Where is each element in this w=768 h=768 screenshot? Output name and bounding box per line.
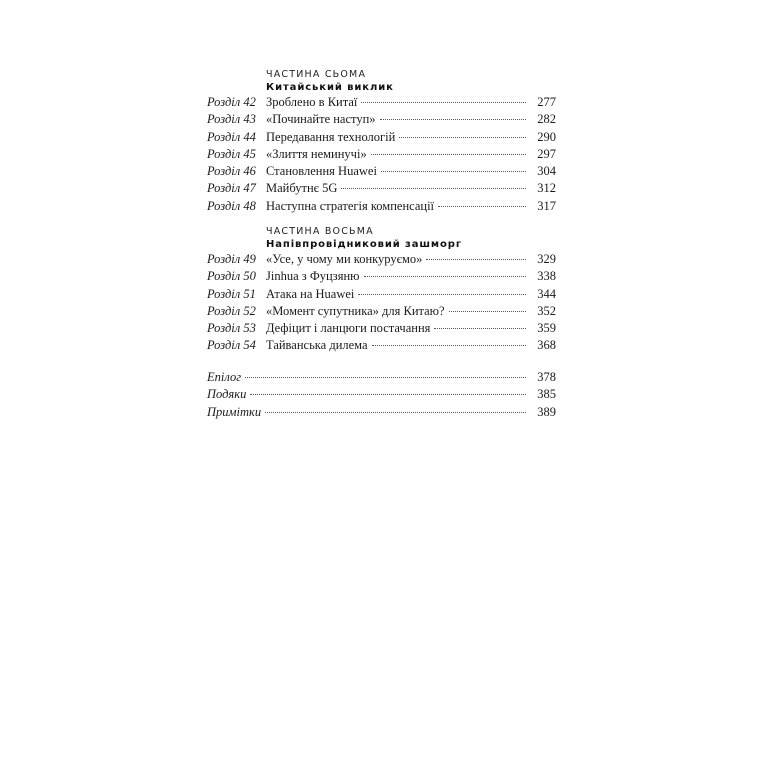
- page-number: 338: [537, 269, 556, 284]
- part-title: Китайський виклик: [266, 82, 394, 93]
- toc-entry[interactable]: [207, 303, 556, 320]
- page-number: 297: [537, 146, 556, 161]
- chapter-label: Розділ 47: [207, 181, 256, 196]
- dot-leader: [371, 154, 526, 155]
- chapter-title: Тайванська дилема: [266, 338, 368, 353]
- chapter-title: «Усе, у чому ми конкуруємо»: [266, 252, 423, 266]
- page-number: 329: [537, 252, 556, 266]
- toc-list: [207, 94, 556, 215]
- part-label: ЧАСТИНА ВОСЬМА: [266, 226, 374, 237]
- toc-entry[interactable]: [207, 286, 556, 303]
- dot-leader: [361, 102, 526, 103]
- dot-leader: [372, 345, 526, 346]
- chapter-label: Розділ 44: [207, 129, 256, 144]
- dot-leader: [434, 328, 526, 329]
- back-matter-title: Примітки: [207, 404, 262, 419]
- part-label: ЧАСТИНА СЬОМА: [266, 69, 367, 80]
- chapter-label: Розділ 52: [207, 303, 256, 318]
- page-number: 344: [537, 286, 556, 301]
- back-matter-entry[interactable]: [207, 369, 556, 386]
- page-number: 277: [537, 95, 556, 109]
- page-number: 368: [537, 338, 556, 353]
- chapter-label: Розділ 45: [207, 146, 256, 161]
- chapter-title: «Починайте наступ»: [266, 112, 376, 127]
- page-number: 352: [537, 303, 556, 318]
- dot-leader: [438, 206, 526, 207]
- page-number: 290: [537, 129, 556, 144]
- toc-list: [207, 251, 556, 355]
- chapter-title: «Злиття неминучі»: [266, 146, 367, 161]
- back-matter-entry[interactable]: [207, 404, 556, 421]
- chapter-label: Розділ 48: [207, 198, 256, 213]
- chapter-title: Становлення Huawei: [266, 164, 377, 179]
- page-number: 312: [537, 181, 556, 196]
- chapter-label: Розділ 54: [207, 338, 256, 353]
- toc-entry[interactable]: [207, 146, 556, 163]
- chapter-label: Розділ 50: [207, 269, 256, 284]
- chapter-title: «Момент супутника» для Китаю?: [266, 303, 445, 318]
- toc-entry[interactable]: [207, 129, 556, 146]
- chapter-label: Розділ 49: [207, 252, 256, 266]
- chapter-label: Розділ 53: [207, 321, 256, 336]
- dot-leader: [250, 394, 526, 395]
- chapter-title: Дефіцит і ланцюги постачання: [266, 321, 431, 336]
- dot-leader: [341, 188, 526, 189]
- chapter-title: Передавання технологій: [266, 129, 396, 144]
- toc-entry[interactable]: [207, 268, 556, 285]
- page-number: 282: [537, 112, 556, 127]
- page-number: 359: [537, 321, 556, 336]
- page-number: 378: [537, 370, 556, 384]
- chapter-label: Розділ 46: [207, 164, 256, 179]
- dot-leader: [265, 412, 526, 413]
- chapter-title: Jinhua з Фуцзяню: [266, 269, 360, 284]
- toc-entry[interactable]: [207, 251, 556, 268]
- part-title: Напівпровідниковий зашморг: [266, 239, 462, 250]
- chapter-label: Розділ 43: [207, 112, 256, 127]
- toc-entry[interactable]: [207, 198, 556, 215]
- dot-leader: [380, 119, 526, 120]
- chapter-title: Зроблено в Китаї: [266, 95, 358, 109]
- back-matter-entry[interactable]: [207, 386, 556, 403]
- toc-entry[interactable]: [207, 163, 556, 180]
- dot-leader: [381, 171, 526, 172]
- chapter-title: Майбутнє 5G: [266, 181, 338, 196]
- part-header: [266, 68, 556, 95]
- dot-leader: [245, 377, 526, 378]
- toc-entry[interactable]: [207, 337, 556, 354]
- dot-leader: [399, 137, 526, 138]
- chapter-title: Наступна стратегія компенсації: [266, 198, 435, 213]
- back-matter-title: Епілог: [207, 370, 242, 384]
- dot-leader: [364, 276, 526, 277]
- page-number: 385: [537, 387, 556, 402]
- toc-entry[interactable]: [207, 180, 556, 197]
- chapter-label: Розділ 51: [207, 286, 256, 301]
- dot-leader: [449, 311, 526, 312]
- chapter-label: Розділ 42: [207, 95, 256, 109]
- dot-leader: [358, 294, 526, 295]
- page-number: 304: [537, 164, 556, 179]
- toc-entry[interactable]: [207, 320, 556, 337]
- page-number: 389: [537, 404, 556, 419]
- chapter-title: Атака на Huawei: [266, 286, 355, 301]
- back-matter-list: [207, 369, 556, 421]
- toc-entry[interactable]: [207, 111, 556, 128]
- back-matter-title: Подяки: [207, 387, 247, 402]
- toc-entry[interactable]: [207, 94, 556, 111]
- part-header: [266, 225, 556, 252]
- dot-leader: [426, 259, 526, 260]
- page-number: 317: [537, 198, 556, 213]
